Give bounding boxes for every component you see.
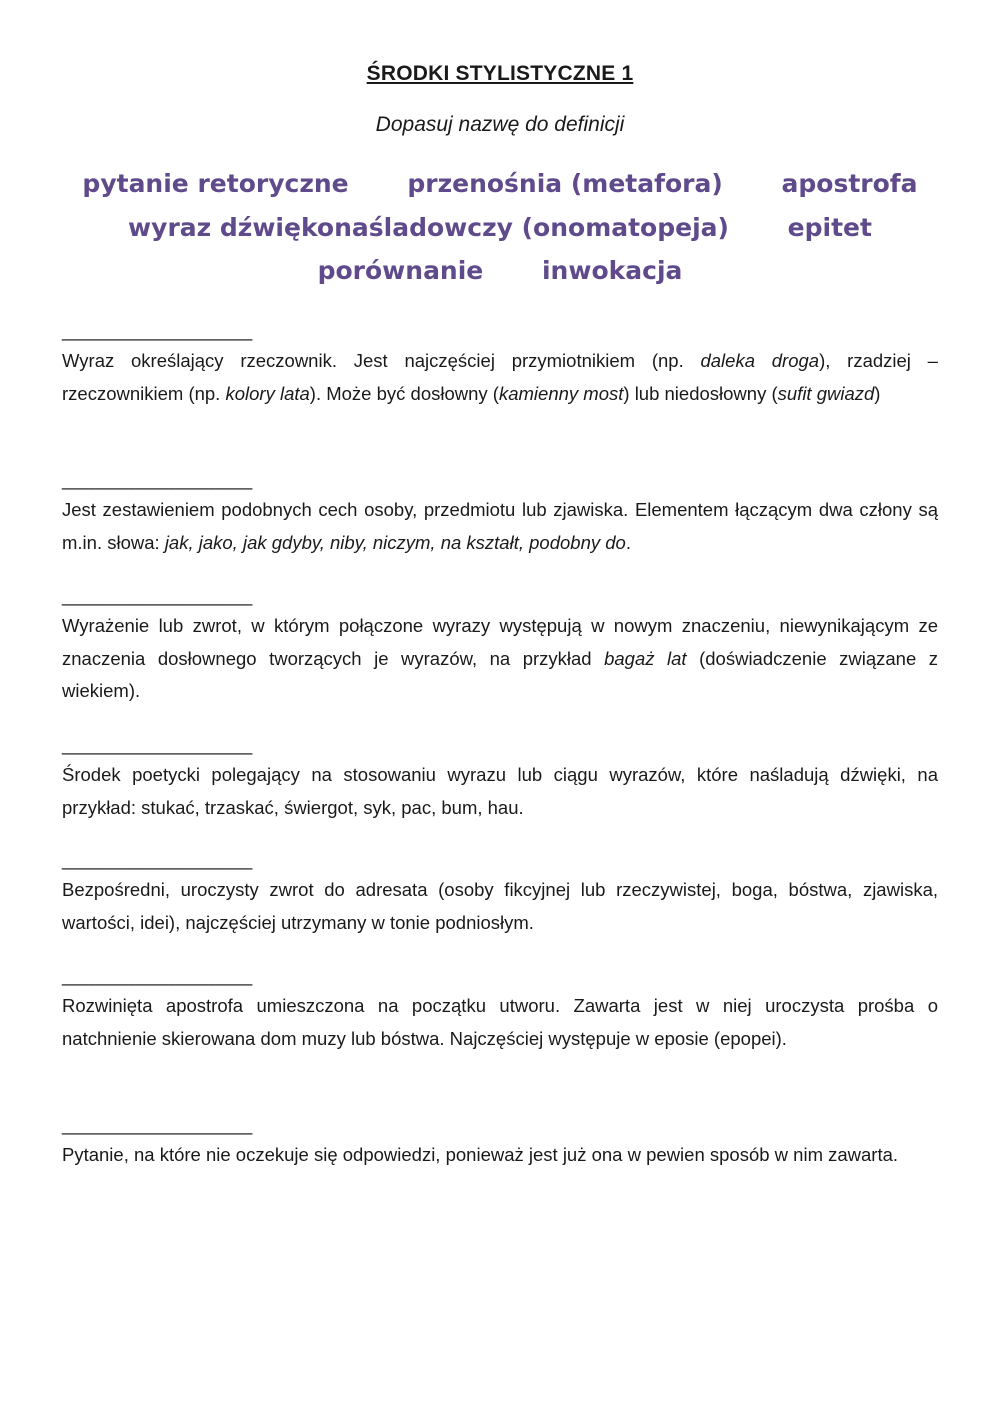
definition-4 bbox=[62, 735, 938, 824]
word-bank-item: apostrofa bbox=[781, 169, 918, 198]
word-bank-item: wyraz dźwiękonaśladowczy (onomatopeja) bbox=[128, 213, 729, 242]
definition-text: Wyraz określający rzeczownik. Jest najczęściej przymiotnikiem (np. daleka droga), rzadziej – rzeczownikiem (np. kolory lata). Może być dosłowny (kamienny most) lub niedosłowny (sufit gwiazd) bbox=[62, 350, 938, 404]
definition-3 bbox=[62, 586, 938, 708]
answer-blank[interactable]: ___________________ bbox=[62, 586, 253, 606]
answer-blank[interactable]: ___________________ bbox=[62, 321, 253, 341]
word-bank-item: epitet bbox=[787, 213, 872, 242]
worksheet-title: ŚRODKI STYLISTYCZNE 1 bbox=[366, 62, 634, 85]
definition-6 bbox=[62, 966, 938, 1055]
worksheet-instruction: Dopasuj nazwę do definicji bbox=[375, 113, 625, 136]
word-bank-row-1 bbox=[0, 169, 1000, 198]
answer-blank[interactable]: ___________________ bbox=[62, 735, 253, 755]
answer-blank[interactable]: ___________________ bbox=[62, 1115, 253, 1135]
answer-blank[interactable]: ___________________ bbox=[62, 470, 253, 490]
definition-7 bbox=[62, 1115, 938, 1172]
word-bank-row-3 bbox=[0, 256, 1000, 285]
answer-blank[interactable]: ___________________ bbox=[62, 966, 253, 986]
definition-text: Wyrażenie lub zwrot, w którym połączone wyrazy występują w nowym znaczeniu, niewynikającym ze znaczenia dosłownego tworzących je wyrazów, na przykład bagaż lat (doświadczenie związane z wiekiem). bbox=[62, 615, 939, 701]
word-bank-item: przenośnia (metafora) bbox=[407, 169, 723, 198]
definition-text: Jest zestawieniem podobnych cech osoby, przedmiotu lub zjawiska. Elementem łączącym dwa człony są m.in. słowa: jak, jako, jak gdyby, niby, niczym, na kształt, podobny do. bbox=[62, 499, 938, 553]
definition-text: Środek poetycki polegający na stosowaniu wyrazu lub ciągu wyrazów, które naśladują dźwięki, na przykład: stukać, trzaskać, świergot, syk, pac, bum, hau. bbox=[62, 764, 938, 818]
definition-text: Rozwinięta apostrofa umieszczona na początku utworu. Zawarta jest w niej uroczysta prośba o natchnienie skierowana dom muzy lub bóstwa. Najczęściej występuje w eposie (epopei). bbox=[62, 995, 938, 1049]
definition-text: Pytanie, na które nie oczekuje się odpowiedzi, ponieważ jest już ona w pewien sposób w nim zawarta. bbox=[62, 1144, 899, 1165]
answer-blank[interactable]: ___________________ bbox=[62, 850, 253, 870]
word-bank-row-2 bbox=[0, 213, 1000, 242]
definition-text: Bezpośredni, uroczysty zwrot do adresata (osoby fikcyjnej lub rzeczywistej, boga, bóstwa, zjawiska, wartości, idei), najczęściej utrzymany w tonie podniosłym. bbox=[62, 879, 938, 933]
definition-2 bbox=[62, 470, 938, 559]
word-bank-item: pytanie retoryczne bbox=[82, 169, 349, 198]
word-bank-item: inwokacja bbox=[541, 256, 683, 285]
definition-1 bbox=[62, 321, 938, 410]
word-bank-item: porównanie bbox=[317, 256, 484, 285]
definition-5 bbox=[62, 850, 938, 939]
